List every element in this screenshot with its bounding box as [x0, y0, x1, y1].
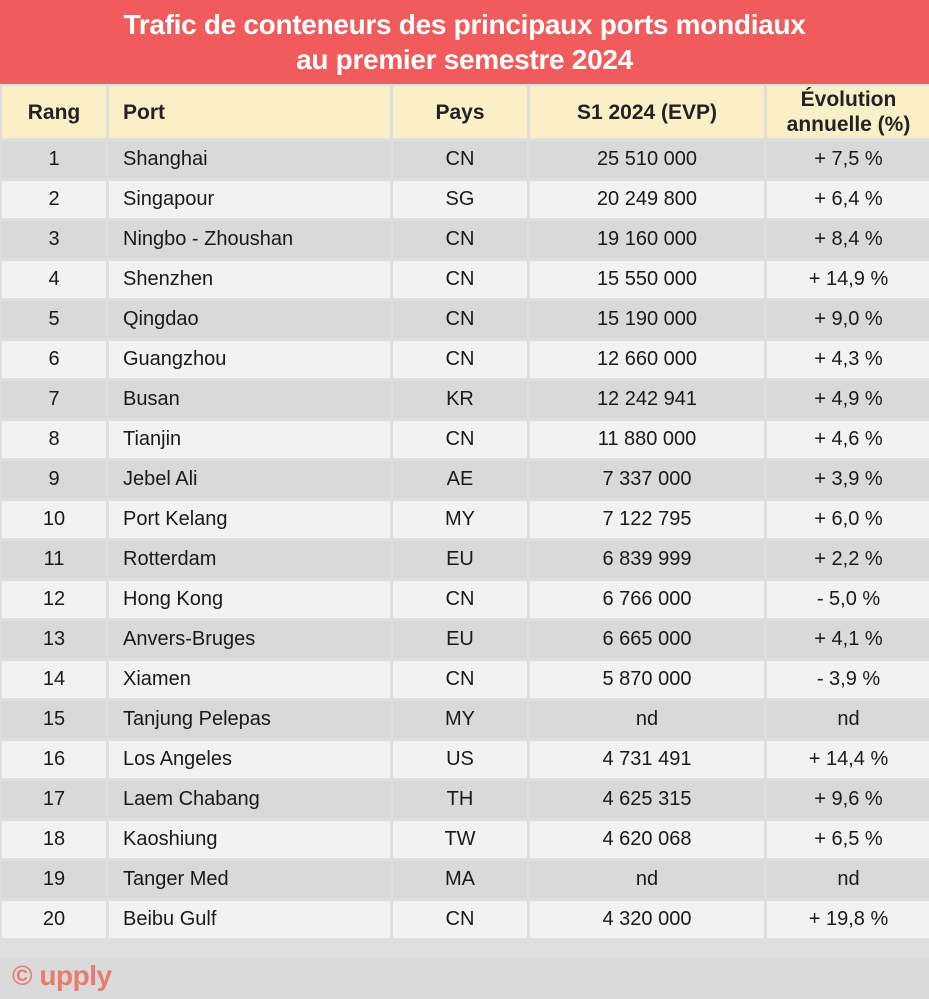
- cell-change: + 14,9 %: [767, 261, 929, 298]
- cell-country: TH: [393, 781, 527, 818]
- table-row: [2, 901, 929, 938]
- header-change-line-2: annuelle (%): [786, 113, 911, 136]
- cell-change: + 4,6 %: [767, 421, 929, 458]
- cell-volume: 12 660 000: [530, 341, 764, 378]
- cell-change: + 4,1 %: [767, 621, 929, 658]
- cell-country: MY: [393, 501, 527, 538]
- cell-change: + 19,8 %: [767, 901, 929, 938]
- cell-change: + 9,6 %: [767, 781, 929, 818]
- cell-rank: 4: [2, 261, 106, 298]
- cell-rank: 6: [2, 341, 106, 378]
- header-change-line-1: Évolution: [800, 88, 897, 111]
- cell-port: Hong Kong: [109, 581, 390, 618]
- cell-volume: 4 625 315: [530, 781, 764, 818]
- cell-volume: 4 620 068: [530, 821, 764, 858]
- table-row: [2, 181, 929, 218]
- table-row: [2, 741, 929, 778]
- cell-volume: 6 665 000: [530, 621, 764, 658]
- cell-change: + 6,5 %: [767, 821, 929, 858]
- cell-country: CN: [393, 221, 527, 258]
- cell-change: nd: [767, 861, 929, 898]
- cell-rank: 7: [2, 381, 106, 418]
- cell-country: CN: [393, 301, 527, 338]
- cell-rank: 5: [2, 301, 106, 338]
- cell-change: + 14,4 %: [767, 741, 929, 778]
- header-volume: S1 2024 (EVP): [530, 86, 764, 138]
- cell-port: Beibu Gulf: [109, 901, 390, 938]
- cell-country: TW: [393, 821, 527, 858]
- cell-change: + 4,3 %: [767, 341, 929, 378]
- table-row: [2, 381, 929, 418]
- cell-country: US: [393, 741, 527, 778]
- cell-volume: 7 337 000: [530, 461, 764, 498]
- table-row: [2, 261, 929, 298]
- footer: [0, 957, 929, 999]
- cell-volume: 4 320 000: [530, 901, 764, 938]
- cell-volume: 15 550 000: [530, 261, 764, 298]
- table-row: [2, 141, 929, 178]
- cell-rank: 15: [2, 701, 106, 738]
- cell-change: + 6,0 %: [767, 501, 929, 538]
- table-row: [2, 541, 929, 578]
- cell-volume: nd: [530, 701, 764, 738]
- cell-country: CN: [393, 901, 527, 938]
- cell-volume: 25 510 000: [530, 141, 764, 178]
- cell-volume: nd: [530, 861, 764, 898]
- cell-port: Kaoshiung: [109, 821, 390, 858]
- cell-port: Xiamen: [109, 661, 390, 698]
- table-row: [2, 781, 929, 818]
- cell-change: nd: [767, 701, 929, 738]
- cell-change: + 3,9 %: [767, 461, 929, 498]
- cell-rank: 1: [2, 141, 106, 178]
- cell-port: Tianjin: [109, 421, 390, 458]
- table-header-row: [2, 86, 929, 138]
- brand-name: upply: [39, 960, 112, 991]
- cell-port: Guangzhou: [109, 341, 390, 378]
- cell-country: CN: [393, 581, 527, 618]
- cell-country: MA: [393, 861, 527, 898]
- cell-volume: 15 190 000: [530, 301, 764, 338]
- cell-port: Qingdao: [109, 301, 390, 338]
- cell-country: MY: [393, 701, 527, 738]
- cell-rank: 13: [2, 621, 106, 658]
- cell-rank: 20: [2, 901, 106, 938]
- table-row: [2, 821, 929, 858]
- cell-volume: 11 880 000: [530, 421, 764, 458]
- cell-rank: 19: [2, 861, 106, 898]
- cell-port: Rotterdam: [109, 541, 390, 578]
- cell-change: + 4,9 %: [767, 381, 929, 418]
- cell-country: AE: [393, 461, 527, 498]
- cell-volume: 6 766 000: [530, 581, 764, 618]
- cell-change: - 3,9 %: [767, 661, 929, 698]
- cell-country: CN: [393, 341, 527, 378]
- cell-change: + 8,4 %: [767, 221, 929, 258]
- cell-country: CN: [393, 421, 527, 458]
- cell-country: CN: [393, 141, 527, 178]
- cell-country: EU: [393, 541, 527, 578]
- cell-rank: 14: [2, 661, 106, 698]
- table-row: [2, 501, 929, 538]
- cell-change: - 5,0 %: [767, 581, 929, 618]
- cell-volume: 4 731 491: [530, 741, 764, 778]
- title-line-1: Trafic de conteneurs des principaux ports mondiaux: [123, 9, 806, 40]
- cell-port: Shenzhen: [109, 261, 390, 298]
- cell-change: + 2,2 %: [767, 541, 929, 578]
- cell-port: Laem Chabang: [109, 781, 390, 818]
- table-row: [2, 661, 929, 698]
- cell-port: Ningbo - Zhoushan: [109, 221, 390, 258]
- upply-logo: [12, 960, 112, 992]
- cell-volume: 6 839 999: [530, 541, 764, 578]
- cell-port: Jebel Ali: [109, 461, 390, 498]
- cell-country: CN: [393, 261, 527, 298]
- cell-rank: 10: [2, 501, 106, 538]
- copyright-icon: ©: [12, 960, 33, 991]
- table-row: [2, 341, 929, 378]
- cell-rank: 17: [2, 781, 106, 818]
- table-row: [2, 301, 929, 338]
- cell-rank: 3: [2, 221, 106, 258]
- table-row: [2, 421, 929, 458]
- cell-rank: 12: [2, 581, 106, 618]
- cell-port: Tanjung Pelepas: [109, 701, 390, 738]
- cell-change: + 9,0 %: [767, 301, 929, 338]
- cell-change: + 7,5 %: [767, 141, 929, 178]
- table-row: [2, 621, 929, 658]
- cell-volume: 5 870 000: [530, 661, 764, 698]
- cell-volume: 12 242 941: [530, 381, 764, 418]
- cell-port: Port Kelang: [109, 501, 390, 538]
- cell-country: EU: [393, 621, 527, 658]
- cell-change: + 6,4 %: [767, 181, 929, 218]
- page-title: [0, 0, 929, 84]
- cell-rank: 9: [2, 461, 106, 498]
- cell-country: CN: [393, 661, 527, 698]
- header-rank: Rang: [2, 86, 106, 138]
- cell-port: Anvers-Bruges: [109, 621, 390, 658]
- cell-rank: 18: [2, 821, 106, 858]
- cell-volume: 7 122 795: [530, 501, 764, 538]
- title-line-2: au premier semestre 2024: [296, 44, 633, 75]
- header-country: Pays: [393, 86, 527, 138]
- header-change: [767, 86, 929, 138]
- table-row: [2, 701, 929, 738]
- cell-rank: 2: [2, 181, 106, 218]
- ports-table: [0, 83, 929, 941]
- cell-port: Busan: [109, 381, 390, 418]
- table-row: [2, 581, 929, 618]
- cell-port: Tanger Med: [109, 861, 390, 898]
- table-row: [2, 221, 929, 258]
- table-row: [2, 461, 929, 498]
- cell-volume: 19 160 000: [530, 221, 764, 258]
- cell-port: Singapour: [109, 181, 390, 218]
- header-port: Port: [109, 86, 390, 138]
- cell-port: Shanghai: [109, 141, 390, 178]
- cell-rank: 11: [2, 541, 106, 578]
- table-row: [2, 861, 929, 898]
- cell-port: Los Angeles: [109, 741, 390, 778]
- cell-volume: 20 249 800: [530, 181, 764, 218]
- cell-rank: 16: [2, 741, 106, 778]
- cell-rank: 8: [2, 421, 106, 458]
- cell-country: KR: [393, 381, 527, 418]
- cell-country: SG: [393, 181, 527, 218]
